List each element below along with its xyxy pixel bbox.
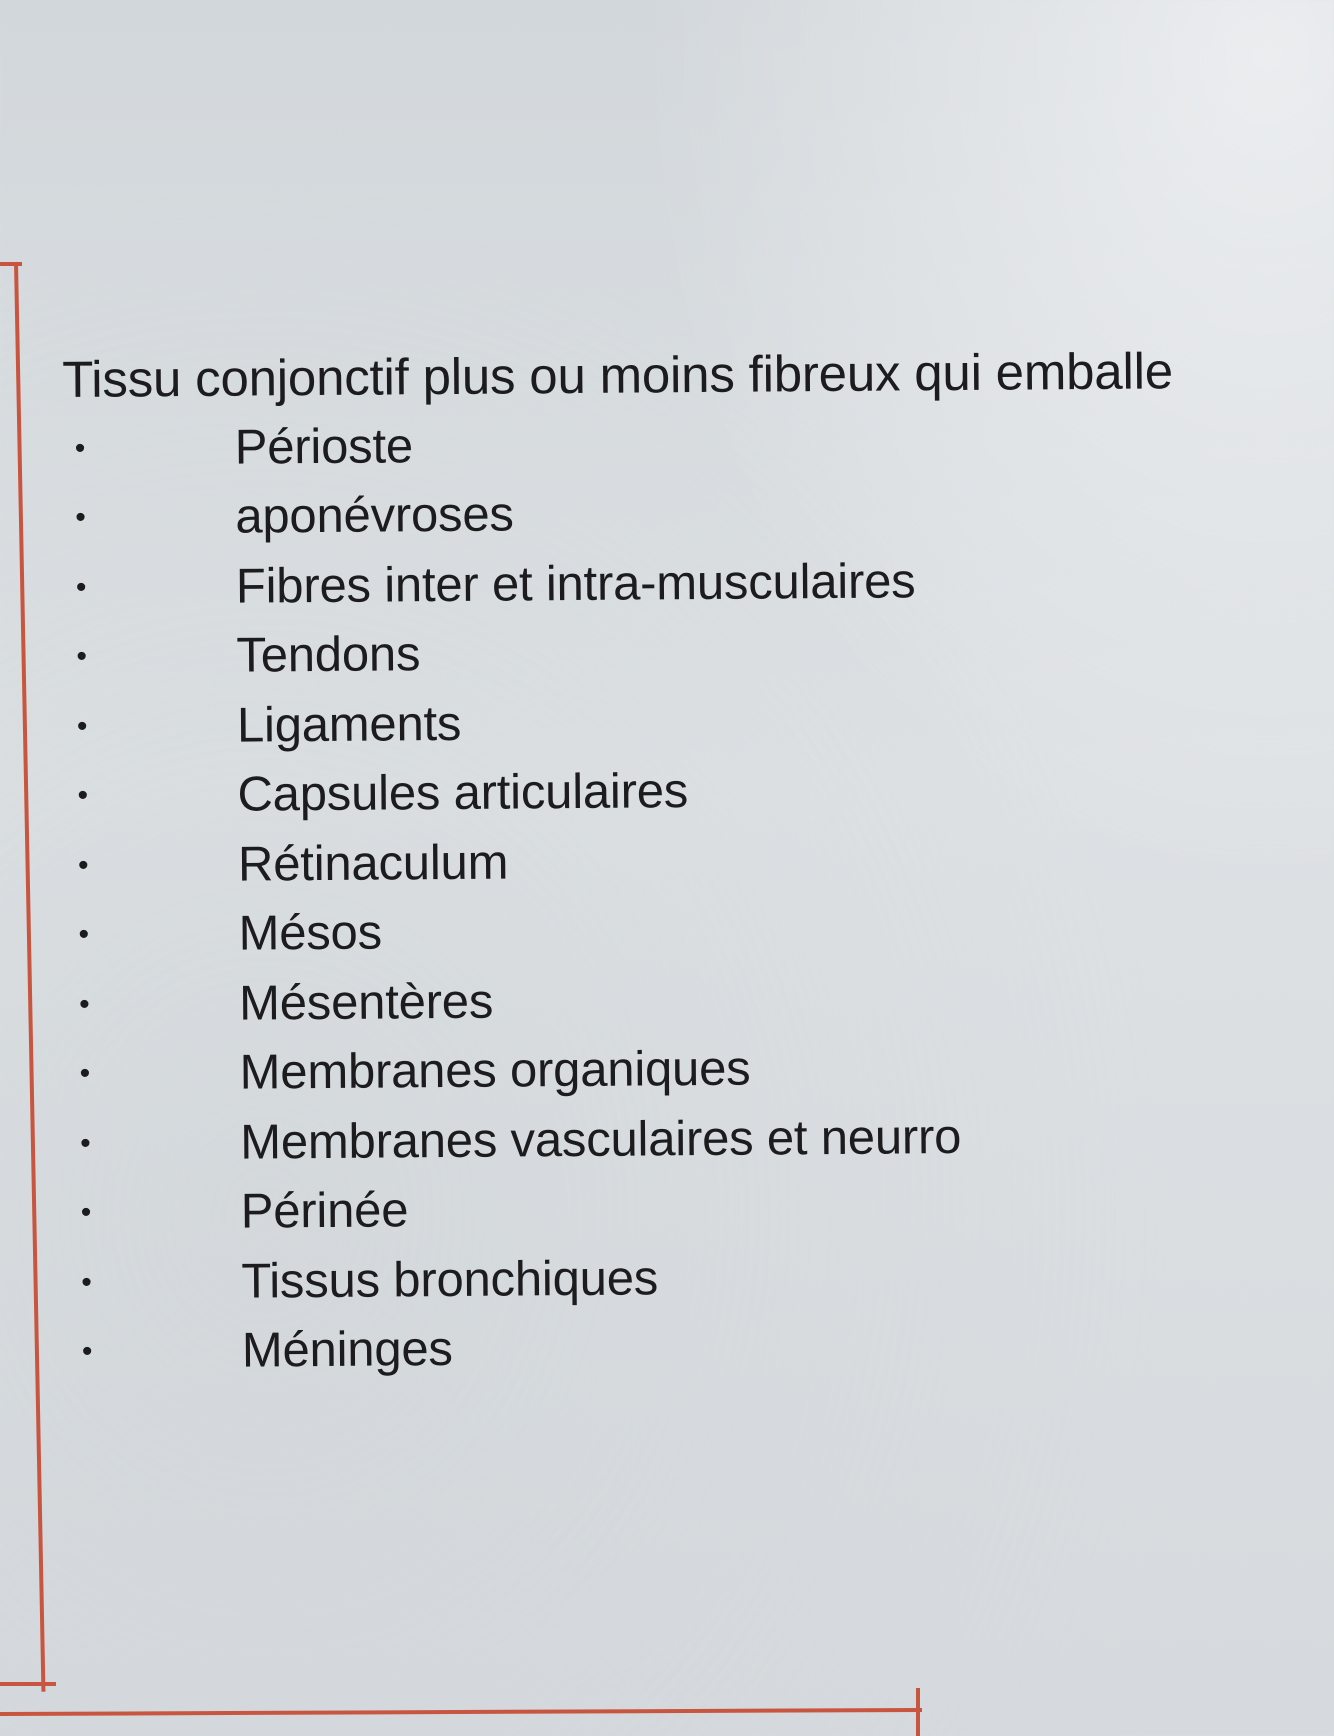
list-item-label: Mésentères (238, 974, 494, 1031)
list-item-label: Membranes organiques (239, 1041, 751, 1100)
list-item-label: Périnée (240, 1183, 409, 1239)
list-item-label: Rétinaculum (237, 835, 509, 892)
bullet-icon: • (74, 431, 86, 465)
bullet-icon: • (81, 1335, 93, 1369)
list-item (68, 1099, 1334, 1179)
list-item-label: Fibres inter et intra-musculaires (235, 554, 916, 614)
list-item-label: Ligaments (236, 696, 462, 753)
list-item-label: Mésos (238, 905, 383, 961)
frame-top-edge (0, 262, 22, 266)
list-item (70, 1307, 1334, 1387)
bullet-icon: • (78, 918, 90, 952)
bullet-icon: • (75, 570, 87, 604)
bullet-icon: • (80, 1126, 91, 1160)
bullet-icon: • (76, 709, 88, 743)
list-item (66, 890, 1334, 970)
list-item (63, 404, 1334, 484)
list-item-label: Capsules articulaires (237, 764, 689, 822)
list-item (64, 612, 1334, 692)
list-item-label: Méninges (241, 1322, 453, 1378)
list-item (65, 682, 1334, 762)
list-item-label: aponévroses (235, 487, 514, 544)
list-item (64, 543, 1334, 623)
bullet-icon: • (79, 987, 90, 1021)
bullet-icon: • (77, 848, 89, 882)
list-item (65, 751, 1334, 831)
list-item-label: Périoste (234, 418, 414, 475)
list-item (66, 821, 1334, 901)
list-item-label: Tissus bronchiques (241, 1251, 659, 1309)
tissue-list (63, 404, 1334, 1387)
bullet-icon: • (75, 501, 86, 535)
list-item-label: Tendons (236, 627, 421, 683)
frame-bottom-right-edge (916, 1688, 920, 1736)
list-item (69, 1238, 1334, 1318)
frame-left-edge (14, 262, 45, 1692)
bullet-icon: • (80, 1196, 92, 1230)
bullet-icon: • (76, 640, 87, 674)
list-item (69, 1168, 1334, 1248)
frame-bottom-edge (0, 1708, 922, 1716)
frame-bottom-corner (0, 1682, 56, 1686)
list-item (67, 1029, 1334, 1109)
bullet-icon: • (81, 1265, 92, 1299)
bullet-icon: • (77, 779, 88, 813)
intro-sentence: Tissu conjonctif plus ou moins fibreux qui emballe (62, 342, 1174, 408)
list-item (67, 960, 1334, 1040)
bullet-icon: • (79, 1057, 91, 1091)
list-item-label: Membranes vasculaires et neurro (240, 1109, 962, 1170)
text-block (62, 340, 1334, 1387)
list-item (63, 473, 1334, 553)
